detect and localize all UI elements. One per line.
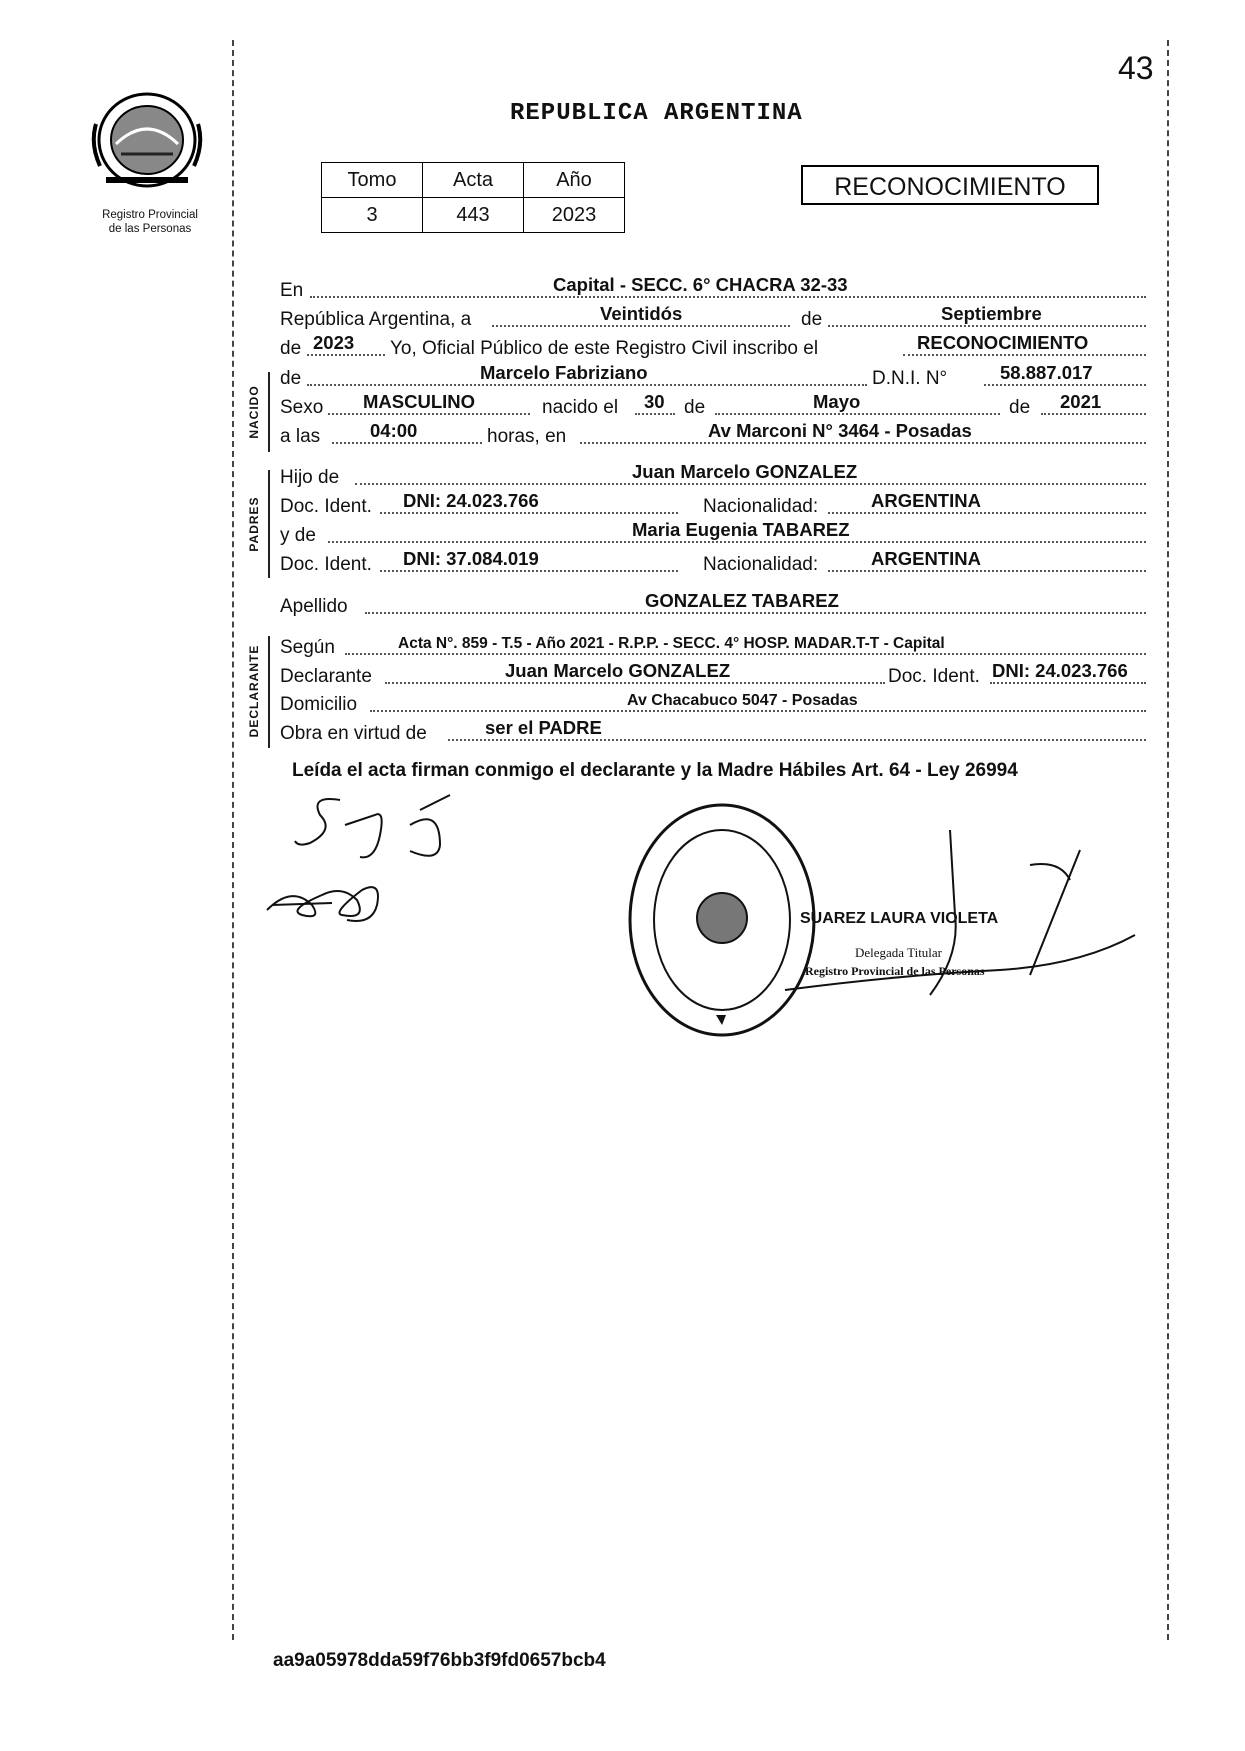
official-name: SUAREZ LAURA VIOLETA bbox=[800, 910, 999, 927]
row-apellido bbox=[280, 592, 1146, 620]
apellido-label: Apellido bbox=[280, 596, 348, 617]
madre-dni: DNI: 37.084.019 bbox=[403, 548, 539, 569]
row-inscripcion bbox=[280, 334, 1146, 362]
anio-value: 2023 bbox=[524, 198, 625, 233]
official-office: Registro Provincial de las Personas bbox=[805, 964, 985, 978]
y-de-label: y de bbox=[280, 525, 316, 546]
row-fecha bbox=[280, 305, 1146, 333]
month-dots bbox=[828, 325, 1146, 327]
obra-value: ser el PADRE bbox=[485, 717, 602, 738]
provincial-emblem bbox=[86, 84, 208, 194]
padre-dots bbox=[355, 483, 1146, 485]
declarante-dots bbox=[385, 682, 885, 684]
madre-nac-label: Nacionalidad: bbox=[703, 554, 819, 575]
sexo-label: Sexo bbox=[280, 397, 324, 418]
acta-value: 443 bbox=[423, 198, 524, 233]
year-value: 2023 bbox=[313, 332, 355, 353]
en-label: En bbox=[280, 280, 304, 301]
madre-name: Maria Eugenia TABAREZ bbox=[632, 519, 850, 540]
month-value: Septiembre bbox=[941, 303, 1042, 324]
a-las-label: a las bbox=[280, 426, 321, 447]
registro-caption-line-2: de las Personas bbox=[108, 223, 192, 235]
decl-dni: DNI: 24.023.766 bbox=[992, 660, 1128, 681]
apellido-dots bbox=[365, 612, 1146, 614]
row-hora bbox=[280, 422, 1146, 450]
registro-caption-line-1: Registro Provincial bbox=[102, 209, 198, 221]
row-sexo bbox=[280, 393, 1146, 421]
padre-doc-label: Doc. Ident. bbox=[280, 496, 372, 517]
padres-side-label: PADRES bbox=[247, 496, 261, 552]
birth-day-dots bbox=[635, 413, 675, 415]
apellido-value: GONZALEZ TABAREZ bbox=[645, 590, 839, 611]
nacido-de-label: de bbox=[280, 368, 302, 389]
madre-nac: ARGENTINA bbox=[871, 548, 981, 569]
nacido-side-label: NACIDO bbox=[247, 385, 261, 439]
obra-label: Obra en virtud de bbox=[280, 723, 427, 744]
page-number: 43 bbox=[1118, 50, 1154, 86]
day-value: Veintidós bbox=[600, 303, 683, 324]
official-role: Delegada Titular bbox=[855, 945, 943, 960]
birth-month-dots bbox=[715, 413, 1000, 415]
hora-dots bbox=[332, 442, 482, 444]
declarante-label: Declarante bbox=[280, 666, 372, 687]
year-dots bbox=[307, 354, 385, 356]
row-declarante bbox=[280, 662, 1146, 690]
reference-table bbox=[321, 162, 625, 233]
document-hash: aa9a05978dda59f76bb3f9fd0657bcb4 bbox=[273, 1650, 606, 1671]
registro-caption bbox=[70, 208, 230, 236]
madre-nac-dots bbox=[828, 570, 1146, 572]
inscribo-dots bbox=[903, 354, 1146, 356]
sexo-dots bbox=[328, 413, 530, 415]
day-dots bbox=[492, 325, 790, 327]
madre-signature bbox=[262, 865, 392, 935]
declarante-bracket bbox=[268, 636, 270, 748]
en-dots bbox=[310, 296, 1146, 298]
year-label: de bbox=[280, 338, 302, 359]
hora-value: 04:00 bbox=[370, 420, 418, 441]
nacido-bracket bbox=[268, 372, 270, 452]
row-segun bbox=[280, 633, 1146, 661]
left-margin-line bbox=[232, 40, 234, 1640]
segun-value: Acta N°. 859 - T.5 - Año 2021 - R.P.P. - SECC. 4° HOSP. MADAR.T-T - Capital bbox=[398, 635, 945, 652]
decl-doc-label: Doc. Ident. bbox=[888, 666, 980, 687]
reference-header-row bbox=[322, 163, 625, 198]
act-type-box: RECONOCIMIENTO bbox=[801, 165, 1099, 205]
padre-dni-dots bbox=[380, 512, 678, 514]
madre-dots bbox=[328, 541, 1146, 543]
declarante-signature bbox=[290, 785, 480, 875]
segun-label: Según bbox=[280, 637, 335, 658]
lugar-value: Av Marconi N° 3464 - Posadas bbox=[708, 420, 972, 441]
row-obra bbox=[280, 719, 1146, 747]
row-en bbox=[280, 276, 1146, 304]
madre-dni-dots bbox=[380, 570, 678, 572]
document-title: REPUBLICA ARGENTINA bbox=[510, 100, 803, 127]
padres-bracket bbox=[268, 470, 270, 578]
padre-nac: ARGENTINA bbox=[871, 490, 981, 511]
oficial-text: Yo, Oficial Público de este Registro Civil inscribo el bbox=[390, 338, 819, 359]
nacido-el-label: nacido el bbox=[542, 397, 619, 418]
row-nacido-nombre bbox=[280, 364, 1146, 392]
segun-dots bbox=[345, 653, 1146, 655]
right-margin-line bbox=[1167, 40, 1169, 1640]
row-domicilio bbox=[280, 690, 1146, 718]
birth-day: 30 bbox=[644, 391, 665, 412]
sexo-value: MASCULINO bbox=[363, 391, 476, 412]
dni-value: 58.887.017 bbox=[1000, 362, 1093, 383]
padre-nac-dots bbox=[828, 512, 1146, 514]
domicilio-value: Av Chacabuco 5047 - Posadas bbox=[627, 692, 858, 709]
declarante-side-label: DECLARANTE bbox=[247, 644, 261, 738]
closing-statement: Leída el acta firman conmigo el declarante y la Madre Hábiles Art. 64 - Ley 26994 bbox=[292, 760, 1018, 781]
tomo-value: 3 bbox=[322, 198, 423, 233]
inscribo-value: RECONOCIMIENTO bbox=[917, 332, 1089, 353]
reference-value-row bbox=[322, 198, 625, 233]
dni-dots bbox=[984, 384, 1146, 386]
row-madre bbox=[280, 521, 1146, 549]
madre-doc-label: Doc. Ident. bbox=[280, 554, 372, 575]
anio-header: Año bbox=[524, 163, 625, 198]
obra-dots bbox=[448, 739, 1146, 741]
row-madre-doc bbox=[280, 550, 1146, 578]
nacido-name-dots bbox=[307, 384, 867, 386]
nacido-name: Marcelo Fabriziano bbox=[480, 362, 648, 383]
en-value: Capital - SECC. 6° CHACRA 32-33 bbox=[553, 274, 848, 295]
birth-de1-label: de bbox=[684, 397, 706, 418]
dni-label: D.N.I. N° bbox=[872, 368, 948, 389]
tomo-header: Tomo bbox=[322, 163, 423, 198]
decl-dni-dots bbox=[990, 682, 1146, 684]
domicilio-dots bbox=[370, 710, 1146, 712]
de-label: de bbox=[801, 309, 823, 330]
row-padre bbox=[280, 463, 1146, 491]
birth-year-dots bbox=[1041, 413, 1146, 415]
padre-dni: DNI: 24.023.766 bbox=[403, 490, 539, 511]
declarante-value: Juan Marcelo GONZALEZ bbox=[505, 660, 731, 681]
padre-nac-label: Nacionalidad: bbox=[703, 496, 819, 517]
birth-month: Mayo bbox=[813, 391, 861, 412]
republica-label: República Argentina, a bbox=[280, 309, 472, 330]
hijo-de-label: Hijo de bbox=[280, 467, 340, 488]
acta-header: Acta bbox=[423, 163, 524, 198]
horas-en-label: horas, en bbox=[487, 426, 567, 447]
domicilio-label: Domicilio bbox=[280, 694, 358, 715]
row-padre-doc bbox=[280, 492, 1146, 520]
birth-year: 2021 bbox=[1060, 391, 1102, 412]
birth-de2-label: de bbox=[1009, 397, 1031, 418]
lugar-dots bbox=[580, 442, 1146, 444]
padre-name: Juan Marcelo GONZALEZ bbox=[632, 461, 858, 482]
